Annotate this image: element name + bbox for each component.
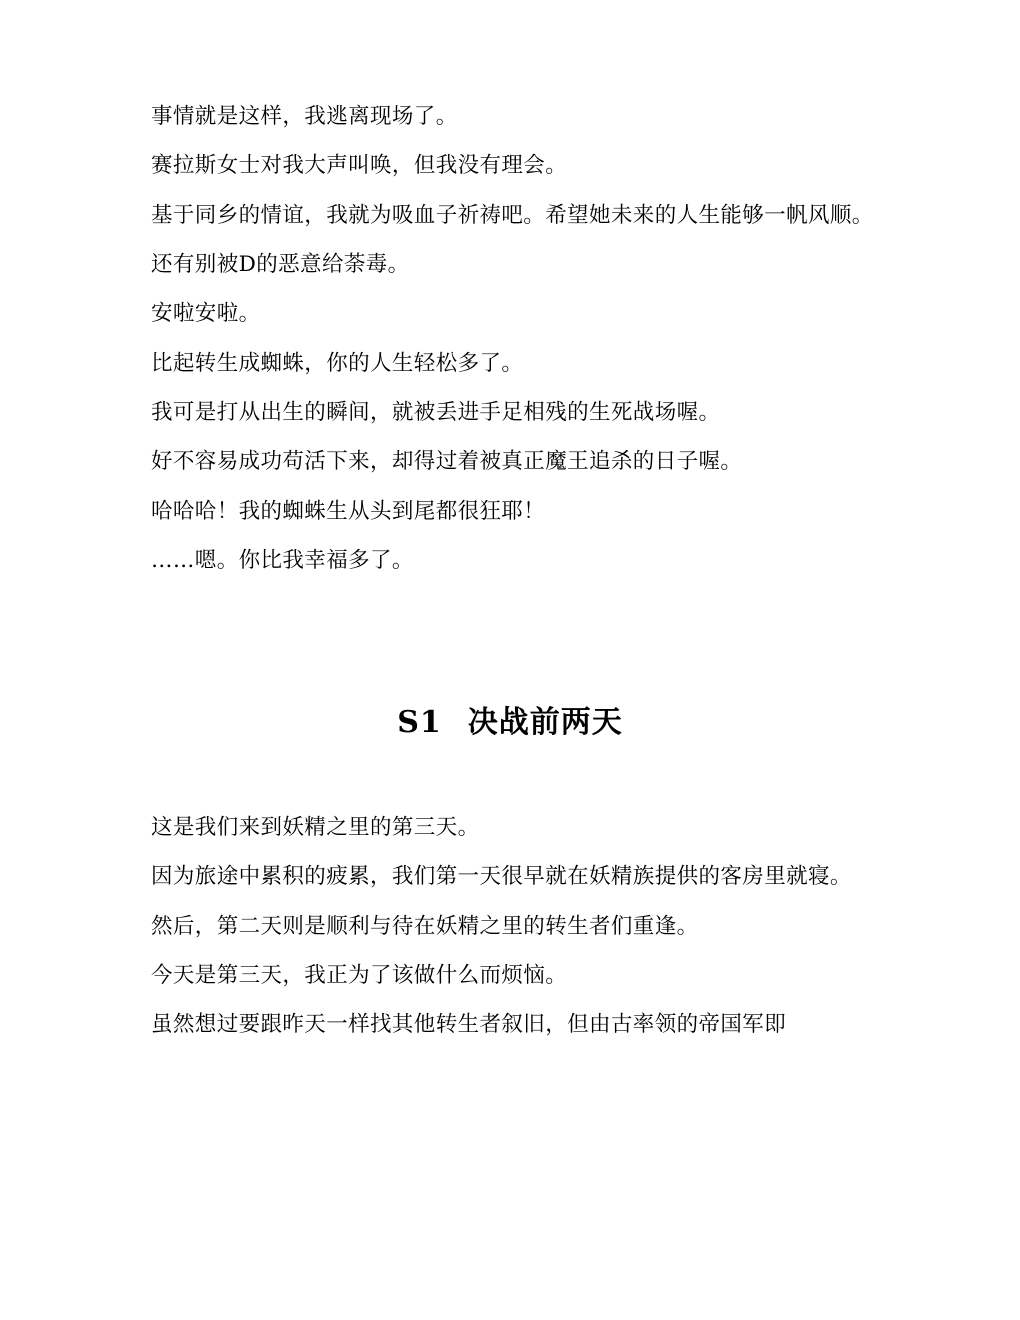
chapter-number: S1 bbox=[397, 705, 442, 741]
paragraph: 赛拉斯女士对我大声叫唤，但我没有理会。 bbox=[151, 153, 568, 179]
paragraph: 好不容易成功苟活下来，却得过着被真正魔王追杀的日子喔。 bbox=[151, 449, 743, 475]
paragraph: 还有别被D的恶意给荼毒。 bbox=[151, 251, 410, 277]
paragraph: 这是我们来到妖精之里的第三天。 bbox=[151, 815, 480, 841]
chapter-heading bbox=[108, 697, 912, 741]
heading-spacer bbox=[108, 741, 912, 811]
paragraph: 然后，第二天则是顺利与待在妖精之里的转生者们重逢。 bbox=[151, 913, 699, 939]
paragraph: 基于同乡的情谊，我就为吸血子祈祷吧。希望她未来的人生能够一帆风顺。 bbox=[151, 202, 874, 228]
paragraph: 虽然想过要跟昨天一样找其他转生者叙旧，但由古率领的帝国军即 bbox=[151, 1012, 787, 1038]
paragraph: 安啦安啦。 bbox=[151, 301, 261, 327]
section-one bbox=[108, 100, 912, 577]
section-two bbox=[108, 811, 912, 1042]
section-spacer bbox=[108, 593, 912, 697]
paragraph: 比起转生成蜘蛛，你的人生轻松多了。 bbox=[151, 350, 524, 376]
paragraph: ……嗯。你比我幸福多了。 bbox=[151, 547, 414, 573]
paragraph: 哈哈哈！我的蜘蛛生从头到尾都很狂耶！ bbox=[151, 498, 546, 524]
paragraph: 因为旅途中累积的疲累，我们第一天很早就在妖精族提供的客房里就寝。 bbox=[151, 864, 852, 890]
chapter-title: 决战前两天 bbox=[467, 705, 623, 741]
paragraph: 事情就是这样，我逃离现场了。 bbox=[151, 104, 458, 129]
paragraph: 今天是第三天，我正为了该做什么而烦恼。 bbox=[151, 963, 568, 989]
paragraph: 我可是打从出生的瞬间，就被丢进手足相残的生死战场喔。 bbox=[151, 399, 721, 425]
